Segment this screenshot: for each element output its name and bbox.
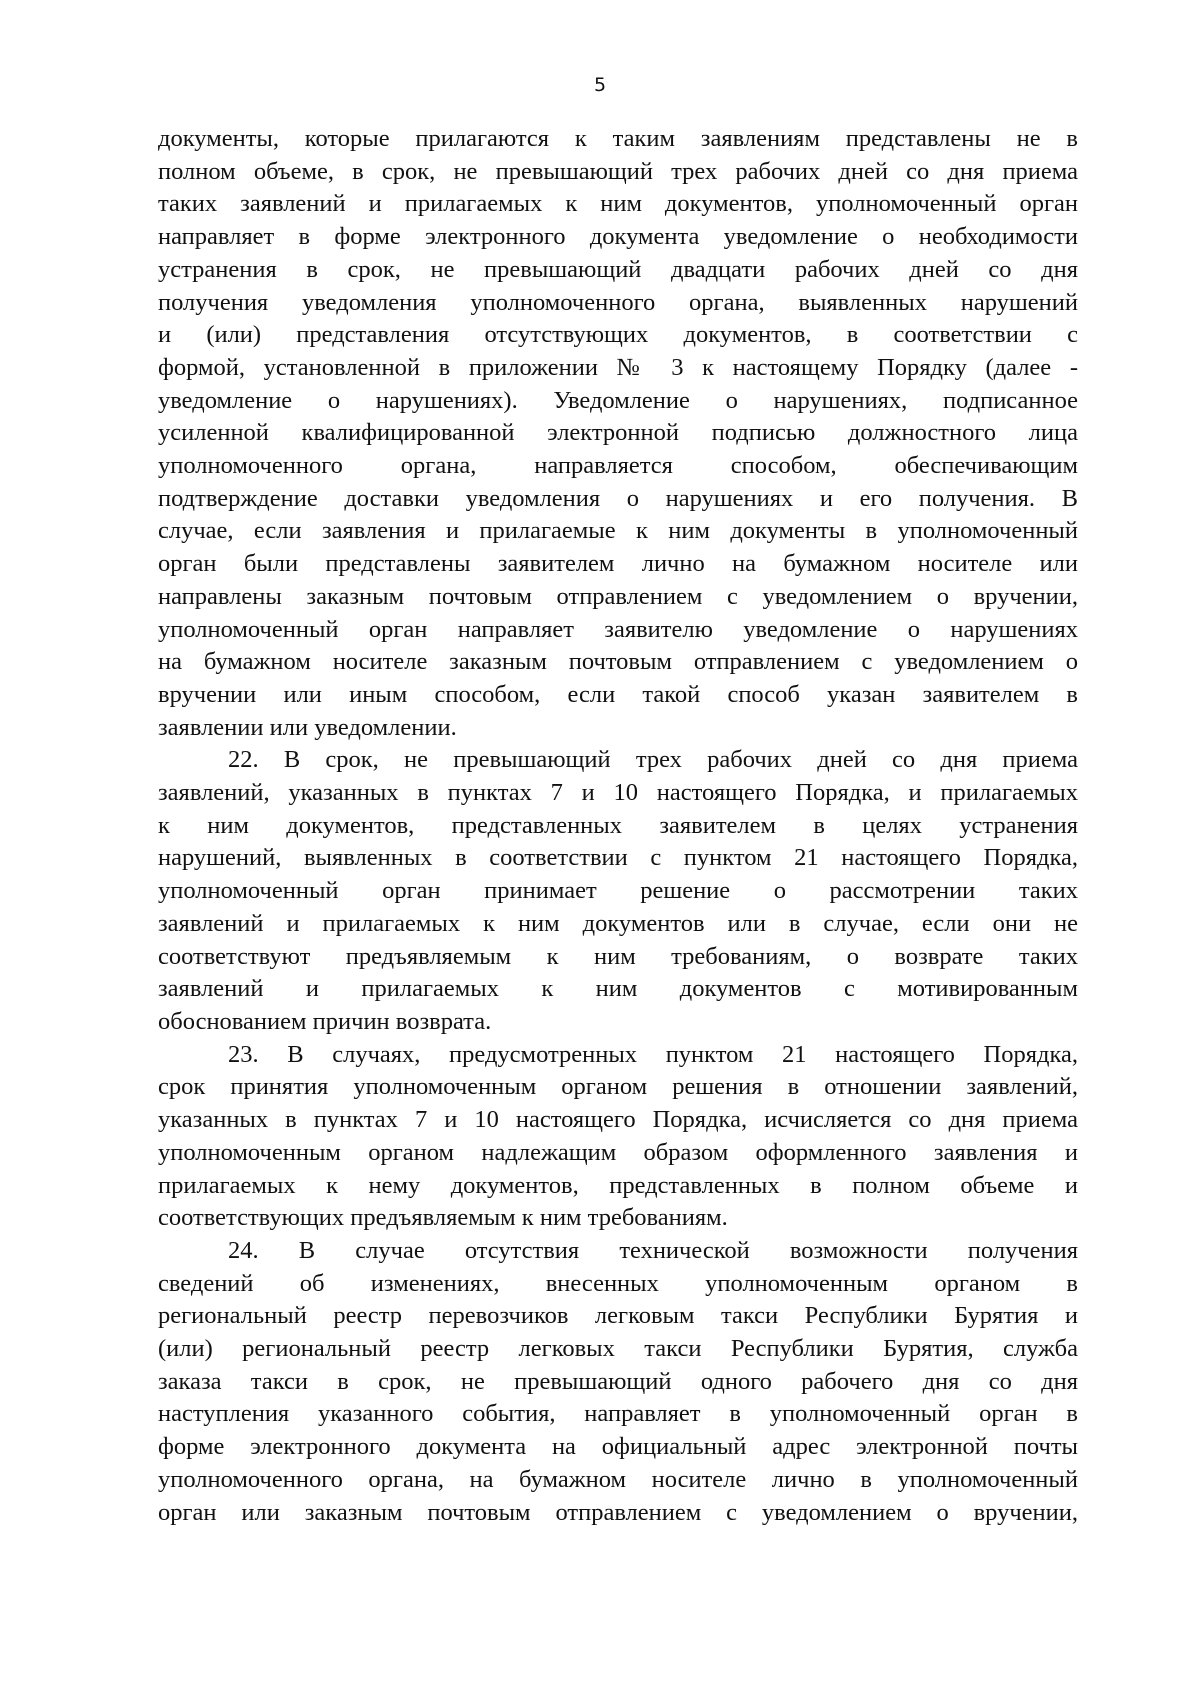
text-line: уполномоченного органа, направляется способом, обеспечивающим (158, 452, 1078, 480)
text-line: нарушений, выявленных в соответствии с пунктом 21 настоящего Порядка, (158, 844, 1078, 872)
text-line: к ним документов, представленных заявителем в целях устранения (158, 811, 1078, 839)
text-line: 24. В случае отсутствия технической возможности получения (228, 1236, 1078, 1264)
text-line: соответствующих предъявляемым к ним требованиям. (158, 1204, 728, 1232)
text-line: полном объеме, в срок, не превышающий трех рабочих дней со дня приема (158, 157, 1078, 185)
text-line: усиленной квалифицированной электронной подписью должностного лица (158, 419, 1078, 447)
text-line: заявлений, указанных в пунктах 7 и 10 настоящего Порядка, и прилагаемых (158, 779, 1078, 807)
text-line: наступления указанного события, направляет в уполномоченный орган в (158, 1400, 1078, 1428)
text-line: срок принятия уполномоченным органом решения в отношении заявлений, (158, 1073, 1078, 1101)
text-line: указанных в пунктах 7 и 10 настоящего Порядка, исчисляется со дня приема (158, 1106, 1078, 1134)
page-number: 5 (593, 74, 607, 96)
text-line: заявлений и прилагаемых к ним документов с мотивированным (158, 975, 1078, 1003)
text-line: 22. В срок, не превышающий трех рабочих дней со дня приема (228, 746, 1078, 774)
text-line: уполномоченный орган принимает решение о рассмотрении таких (158, 877, 1078, 905)
text-line: прилагаемых к нему документов, представленных в полном объеме и (158, 1171, 1078, 1199)
text-line: (или) региональный реестр легковых такси Республики Бурятия, служба (158, 1335, 1078, 1363)
text-line: региональный реестр перевозчиков легковым такси Республики Бурятия и (158, 1302, 1078, 1330)
text-line: подтверждение доставки уведомления о нарушениях и его получения. В (158, 484, 1078, 512)
text-line: уведомление о нарушениях). Уведомление о нарушениях, подписанное (158, 386, 1078, 414)
text-line: и (или) представления отсутствующих документов, в соответствии с (158, 321, 1078, 349)
text-line: направляет в форме электронного документа уведомление о необходимости (158, 223, 1078, 251)
text-line: случае, если заявления и прилагаемые к ним документы в уполномоченный (158, 517, 1078, 545)
text-line: уполномоченного органа, на бумажном носителе лично в уполномоченный (158, 1465, 1078, 1493)
text-line: соответствуют предъявляемым к ним требованиям, о возврате таких (158, 942, 1078, 970)
text-line: вручении или иным способом, если такой способ указан заявителем в (158, 680, 1078, 708)
text-line: обоснованием причин возврата. (158, 1007, 492, 1035)
text-line: заявлений и прилагаемых к ним документов или в случае, если они не (158, 909, 1078, 937)
text-line: получения уведомления уполномоченного органа, выявленных нарушений (158, 288, 1078, 316)
text-line: уполномоченным органом надлежащим образом оформленного заявления и (158, 1138, 1078, 1166)
text-line: 23. В случаях, предусмотренных пунктом 21 настоящего Порядка, (228, 1040, 1078, 1068)
text-line: форме электронного документа на официальный адрес электронной почты (158, 1433, 1078, 1461)
text-line: орган или заказным почтовым отправлением с уведомлением о вручении, (158, 1498, 1078, 1526)
text-line: сведений об изменениях, внесенных уполномоченным органом в (158, 1269, 1078, 1297)
text-line: уполномоченный орган направляет заявителю уведомление о нарушениях (158, 615, 1078, 643)
text-line: устранения в срок, не превышающий двадцати рабочих дней со дня (158, 255, 1078, 283)
text-line: заявлении или уведомлении. (158, 713, 457, 741)
text-line: формой, установленной в приложении № 3 к настоящему Порядку (далее - (158, 353, 1078, 381)
text-line: на бумажном носителе заказным почтовым отправлением с уведомлением о (158, 648, 1078, 676)
text-line: таких заявлений и прилагаемых к ним документов, уполномоченный орган (158, 190, 1078, 218)
text-line: документы, которые прилагаются к таким заявлениям представлены не в (158, 125, 1078, 152)
document-body (158, 123, 1078, 1529)
text-line: орган были представлены заявителем лично на бумажном носителе или (158, 550, 1078, 578)
text-line: направлены заказным почтовым отправлением с уведомлением о вручении, (158, 582, 1078, 610)
text-line: заказа такси в срок, не превышающий одного рабочего дня со дня (158, 1367, 1078, 1395)
